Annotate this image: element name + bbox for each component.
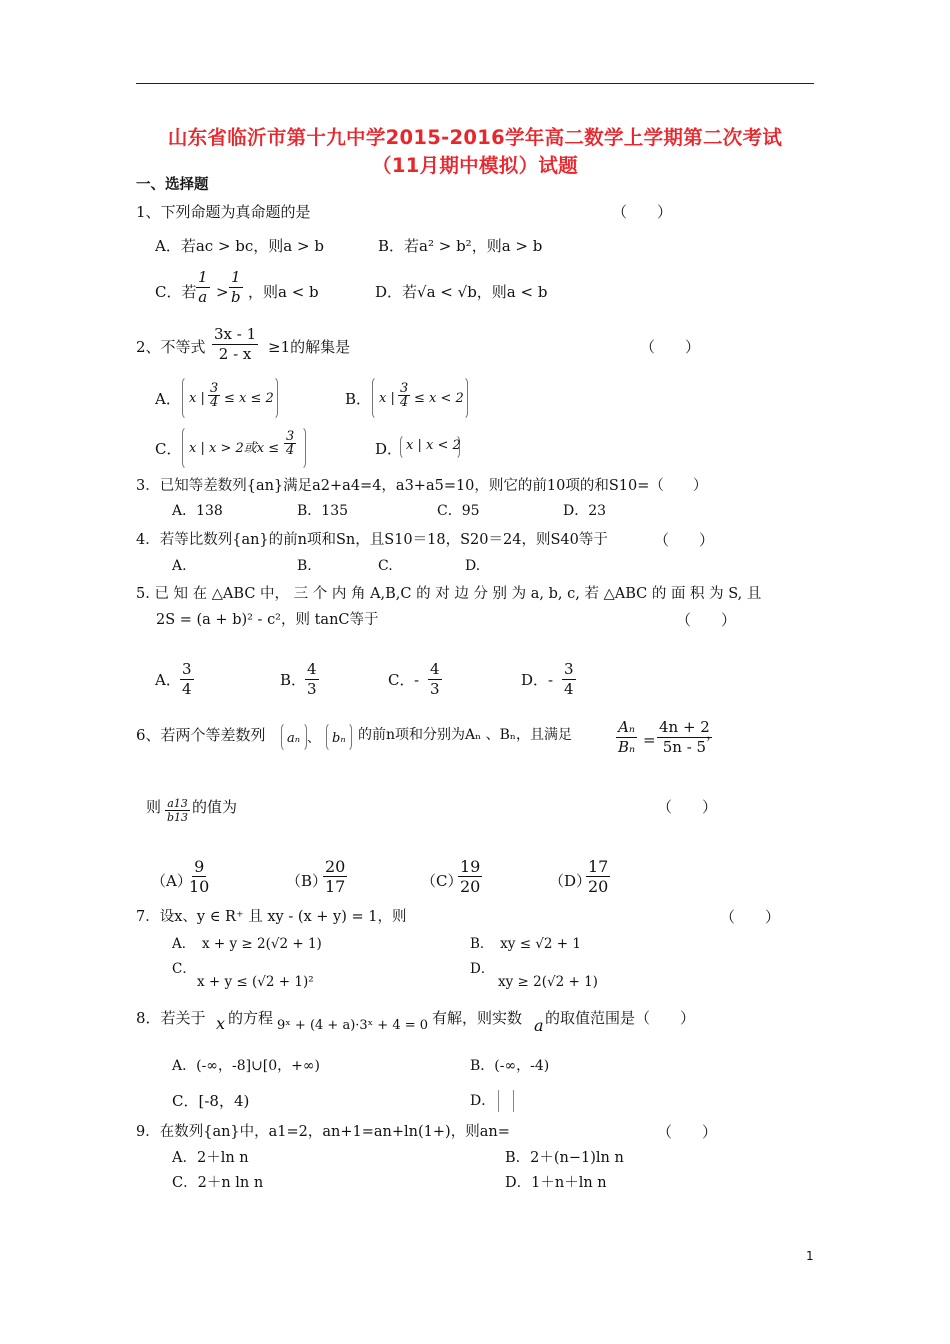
q6-option-c-label: （C） — [421, 872, 463, 890]
q9-answer-paren: （ ） — [657, 1123, 718, 1141]
q1-answer-paren: （ ） — [612, 203, 673, 221]
section-heading: 一、选择题 — [136, 177, 209, 193]
q6-seq-sep: 、 — [307, 731, 321, 746]
q9-stem: 9．在数列{an}中，a1=2，an+1=an+ln(1+)，则an= — [136, 1124, 510, 1140]
q2-stem-suffix: ≥1的解集是 — [268, 338, 351, 356]
q8-option-b: B．(-∞，-4) — [470, 1058, 550, 1074]
q7-option-b: B． xy ≤ √2 + 1 — [470, 936, 581, 952]
q2-stem-frac: $\frac{3x - 1}{2 - x}$ — [214, 325, 257, 363]
q9-option-b: B．2＋(n−1)ln n — [505, 1150, 624, 1166]
q2-b-left: x | — [379, 391, 395, 406]
q5-stem: 5. 已 知 在 △ABC 中， 三 个 内 角 A,B,C 的 对 边 分 别 为 a, b, c, 若 △ABC 的 面 积 为 S, 且 — [136, 586, 762, 602]
q3-option-d: D．23 — [563, 503, 607, 519]
q7-answer-paren: （ ） — [720, 908, 781, 926]
q6-stem-mid: 的前n项和分别为Aₙ 、Bₙ，且满足 — [358, 727, 572, 743]
q4-answer-paren: （ ） — [654, 531, 715, 549]
q8-stem-a: 8．若关于 — [136, 1009, 206, 1027]
header-rule — [136, 83, 814, 84]
q6-option-b-label: （B） — [286, 872, 328, 890]
q7-option-a: A． x + y ≥ 2(√2 + 1) — [172, 936, 322, 952]
q6-seq-b: bₙ — [332, 731, 346, 746]
q6-c-frac: $\frac{19}{20}$ — [460, 857, 481, 896]
q6-b-frac: $\frac{20}{17}$ — [325, 857, 346, 896]
q5-option-b-label: B． — [280, 671, 307, 689]
q3-option-c: C．95 — [437, 503, 480, 519]
q2-c-frac: $\frac{3}{4}$ — [286, 429, 295, 458]
q1-c-frac2: $\frac{1}{b}$ — [231, 268, 241, 306]
q8-option-d: D． — [470, 1093, 496, 1109]
q3-stem: 3．已知等差数列{an}满足a2+a4=4，a3+a5=10，则它的前10项的和S10=（ ） — [136, 478, 708, 494]
q5-d-minus: - — [548, 671, 554, 689]
q5-option-c-label: C． — [388, 671, 415, 689]
q1-option-c-prefix: C．若 — [155, 283, 197, 301]
q5-option-a-label: A． — [155, 671, 181, 689]
q2-b-frac: $\frac{3}{4}$ — [400, 381, 409, 410]
q1-option-a: A．若ac > bc，则a > b — [155, 237, 324, 255]
q4-stem: 4．若等比数列{an}的前n项和Sn，且S10＝18，S20＝24，则S40等于 — [136, 532, 608, 548]
q6-line2-prefix: 则 — [146, 798, 162, 816]
q5-answer-paren: （ ） — [676, 611, 737, 629]
q2-a-frac: $\frac{3}{4}$ — [210, 381, 219, 410]
q7-option-c-label: C． — [172, 961, 196, 977]
q4-option-a: A. — [172, 558, 187, 574]
page-number: 1 — [806, 1249, 814, 1263]
q7-option-d-label: D． — [470, 961, 495, 977]
q1-option-b: B．若a² > b²，则a > b — [378, 237, 543, 255]
q6-stem-prefix: 6、若两个等差数列 — [136, 726, 266, 744]
q6-ab-frac: $\frac{a13}{b13}$ — [167, 797, 189, 824]
q8-a-var: a — [534, 1016, 544, 1035]
q2-a-left: x | — [189, 391, 205, 406]
page-title-line1: 山东省临沂市第十九中学2015-2016学年高二数学上学期第二次考试 — [167, 126, 783, 149]
q7-option-c-expr: x + y ≤ (√2 + 1)² — [197, 974, 314, 990]
q4-option-d: D. — [465, 558, 481, 574]
q2-c-left: x | x > 2或x ≤ — [189, 441, 280, 456]
q6-d-frac: $\frac{17}{20}$ — [588, 857, 609, 896]
q8-d-placeholder-glyph — [498, 1090, 514, 1112]
q4-option-c: C. — [378, 558, 393, 574]
q1-c-gt: > — [216, 283, 229, 301]
q8-equation: 9ˣ + (4 + a)·3ˣ + 4 = 0 — [277, 1018, 429, 1033]
q6-a-frac: $\frac{9}{10}$ — [189, 857, 210, 896]
q8-stem-b: 的方程 — [228, 1009, 274, 1027]
q7-stem: 7．设x、y ∈ R⁺ 且 xy - (x + y) = 1，则 — [136, 909, 407, 925]
q3-option-a: A．138 — [172, 503, 223, 519]
q8-stem-d: 的取值范围是（ ） — [545, 1009, 696, 1027]
q6-option-a-label: （A） — [151, 872, 192, 890]
q8-stem-c: 有解，则实数 — [432, 1009, 523, 1027]
q6-seq-a: aₙ — [287, 731, 301, 746]
q6-option-d-label: （D） — [549, 872, 592, 890]
q5-b-frac: $\frac{4}{3}$ — [307, 660, 317, 698]
q2-a-right: ≤ x ≤ 2 — [224, 391, 274, 406]
q1-stem: 1、下列命题为真命题的是 — [136, 203, 311, 221]
q5-c-frac: $\frac{4}{3}$ — [430, 660, 440, 698]
q6-rhs-frac: $\frac{4n + 2}{5n - 5}$ — [659, 718, 710, 756]
q8-x-var: x — [216, 1014, 226, 1033]
q8-option-c: C．[-8，4) — [172, 1092, 250, 1110]
q1-c-frac1: $\frac{1}{a}$ — [198, 268, 208, 306]
q6-line2-suffix: 的值为 — [192, 798, 238, 816]
q6-comma: ， — [706, 724, 722, 742]
q2-option-c-label: C． — [155, 440, 182, 458]
q5-a-frac: $\frac{3}{4}$ — [182, 660, 192, 698]
page-title-line2: （11月期中模拟）试题 — [372, 154, 578, 177]
q6-answer-paren: （ ） — [657, 798, 718, 816]
q8-option-a: A．(-∞，-8]∪[0，+∞) — [172, 1058, 321, 1074]
q1-option-d: D．若√a < √b，则a < b — [375, 283, 548, 301]
q5-stem-line2: 2S = (a + b)² - c²，则 tanC等于 — [156, 612, 379, 628]
q2-b-right: ≤ x < 2 — [414, 391, 464, 406]
q4-option-b: B. — [297, 558, 312, 574]
q6-equals: = — [643, 731, 656, 749]
q2-d-set: x | x < 2 — [406, 438, 461, 453]
q5-c-minus: - — [414, 671, 420, 689]
q9-option-c: C．2＋n ln n — [172, 1175, 264, 1191]
q2-answer-paren: （ ） — [640, 338, 701, 356]
q2-option-d-label: D． — [375, 440, 403, 458]
q5-option-d-label: D． — [521, 671, 549, 689]
q7-option-d-expr: xy ≥ 2(√2 + 1) — [498, 974, 598, 990]
q3-option-b: B．135 — [297, 503, 349, 519]
q6-ratio-frac: $\frac{\text{Aₙ}}{\text{Bₙ}}$ — [618, 718, 636, 756]
q2-option-b-label: B． — [345, 390, 372, 408]
q9-option-d: D．1＋n＋ln n — [505, 1175, 607, 1191]
q2-option-a-label: A． — [155, 390, 181, 408]
q2-stem-prefix: 2、不等式 — [136, 338, 206, 356]
q5-d-frac: $\frac{3}{4}$ — [564, 660, 574, 698]
q9-option-a: A．2＋ln n — [172, 1150, 249, 1166]
q1-option-c-suffix: ，则a < b — [248, 283, 319, 301]
